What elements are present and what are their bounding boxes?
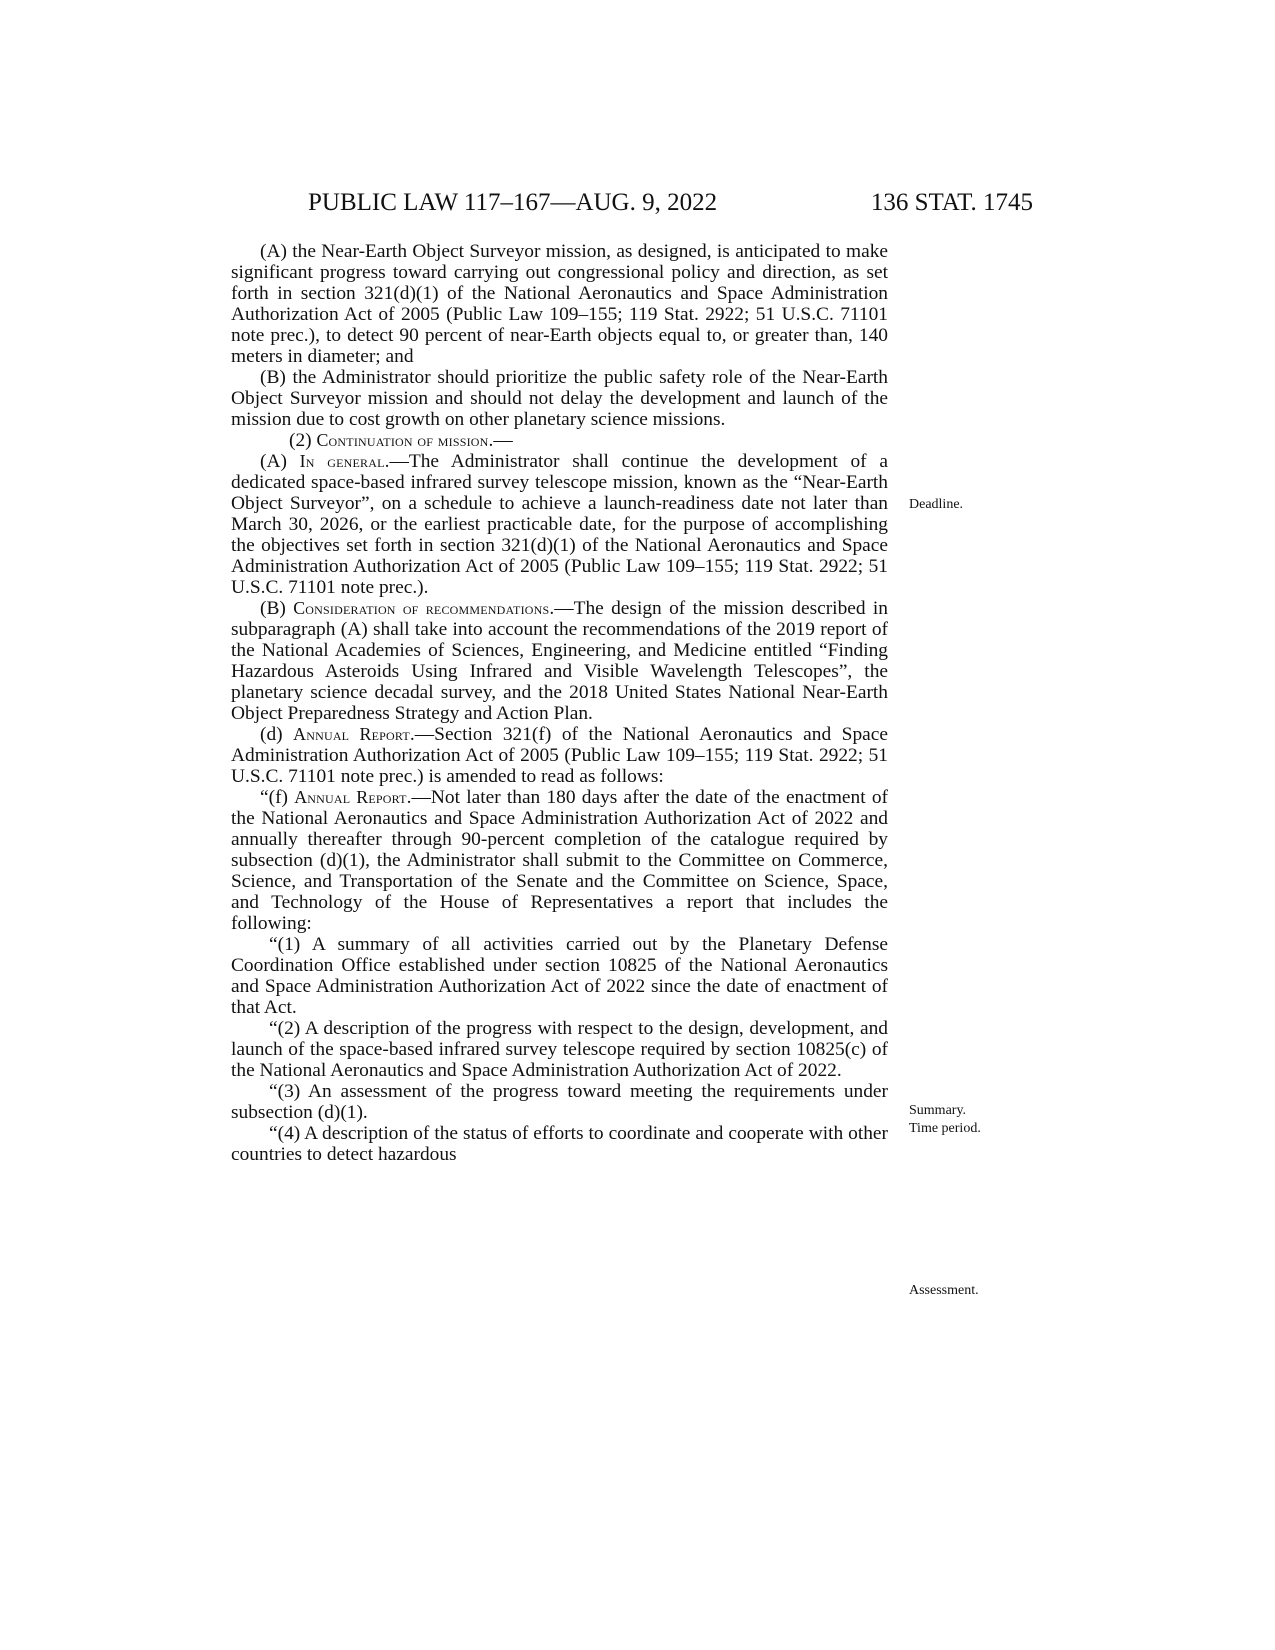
para-9 <box>202 1018 888 1081</box>
margin-note-deadline: Deadline. <box>909 497 964 512</box>
para-5-heading: Consideration of recommendations <box>293 598 550 618</box>
para-5-num: (B) <box>260 598 294 619</box>
para-10-text: “(3) An assessment of the progress toward meeting the requirements under subsection (d)(1). <box>231 1081 888 1123</box>
margin-note-summary: Summary. <box>909 1103 967 1118</box>
para-7-num: “(f) <box>260 787 295 808</box>
margin-note-assessment: Assessment. <box>909 1283 979 1298</box>
para-8 <box>202 934 888 1018</box>
para-11-text: “(4) A description of the status of efforts to coordinate and cooperate with other countries to detect hazardous <box>231 1123 888 1165</box>
para-3-num: (2) <box>289 430 317 451</box>
para-3 <box>231 430 888 451</box>
para-6-rest: .—Section 321(f) of the National Aeronautics and Space Administration Authorization Act of 2005 (Public Law 109–155; 119 Stat. 2922; 51 U.S.C. 71101 note prec.) is amended to read as follows: <box>231 724 888 787</box>
para-6-num: (d) <box>260 724 294 745</box>
para-7 <box>231 787 888 934</box>
para-2 <box>153 367 888 430</box>
para-6 <box>231 724 888 787</box>
para-8-text: “(1) A summary of all activities carried out by the Planetary Defense Coordination Office established under section 10825 of the National Aeronautics and Space Administration Authorization Act of 2022 since the date of enactment of that Act. <box>231 934 888 1018</box>
para-7-rest: .—Not later than 180 days after the date of the enactment of the National Aeronautics and Space Administration Authorization Act of 2022 and annually thereafter through 90-percent completion of the catalogue required by subsection (d)(1), the Administrator shall submit to the Committee on Commerce, Science, and Transportation of the Senate and the Committee on Science, Space, and Technology of the House of Representatives a report that includes the following: <box>231 787 888 934</box>
para-6-heading: Annual Report <box>293 724 410 744</box>
margin-note-time-period: Time period. <box>909 1121 981 1136</box>
para-4 <box>153 451 888 598</box>
para-5 <box>153 598 888 724</box>
para-9-text: “(2) A description of the progress with respect to the design, development, and launch of the space-based infrared survey telescope required by section 10825(c) of the National Aeronautics and Space Administration Authorization Act of 2022. <box>231 1018 888 1081</box>
page-header-title: PUBLIC LAW 117–167—AUG. 9, 2022 <box>308 189 718 216</box>
page-header-stat: 136 STAT. 1745 <box>870 189 1033 216</box>
para-3-heading: Continuation of mission <box>316 430 489 450</box>
para-7-heading: Annual Report <box>294 787 407 807</box>
para-4-rest: .—The Administrator shall continue the development of a dedicated space-based infrared survey telescope mission, known as the “Near-Earth Object Surveyor”, on a schedule to achieve a launch-readiness date not later than March 30, 2026, or the earliest practicable date, for the purpose of accomplishing the objectives set forth in section 321(d)(1) of the National Aeronautics and Space Administration Authorization Act of 2005 (Public Law 109–155; 119 Stat. 2922; 51 U.S.C. 71101 note prec.). <box>231 451 889 598</box>
body-text <box>231 241 888 1165</box>
para-4-num: (A) <box>260 451 300 472</box>
para-5-rest: .—The design of the mission described in subparagraph (A) shall take into account the recommendations of the 2019 report of the National Academies of Sciences, Engineering, and Medicine entitled “Finding Hazardous Asteroids Using Infrared and Visible Wavelength Telescopes”, the planetary science decadal survey, and the 2018 United States National Near-Earth Object Preparedness Strategy and Action Plan. <box>231 598 888 724</box>
para-10 <box>202 1081 888 1123</box>
para-11 <box>202 1123 888 1165</box>
para-3-rest: .— <box>488 430 513 451</box>
para-1 <box>153 241 888 367</box>
para-2-text: (B) the Administrator should prioritize the public safety role of the Near-Earth Object Surveyor mission and should not delay the development and launch of the mission due to cost growth on other planetary science missions. <box>231 367 888 430</box>
para-4-heading: In general <box>299 451 385 471</box>
running-head <box>308 183 1033 223</box>
para-1-text: (A) the Near-Earth Object Surveyor mission, as designed, is anticipated to make significant progress toward carrying out congressional policy and direction, as set forth in section 321(d)(1) of the National Aeronautics and Space Administration Authorization Act of 2005 (Public Law 109–155; 119 Stat. 2922; 51 U.S.C. 71101 note prec.), to detect 90 percent of near-Earth objects equal to, or greater than, 140 meters in diameter; and <box>231 241 888 367</box>
